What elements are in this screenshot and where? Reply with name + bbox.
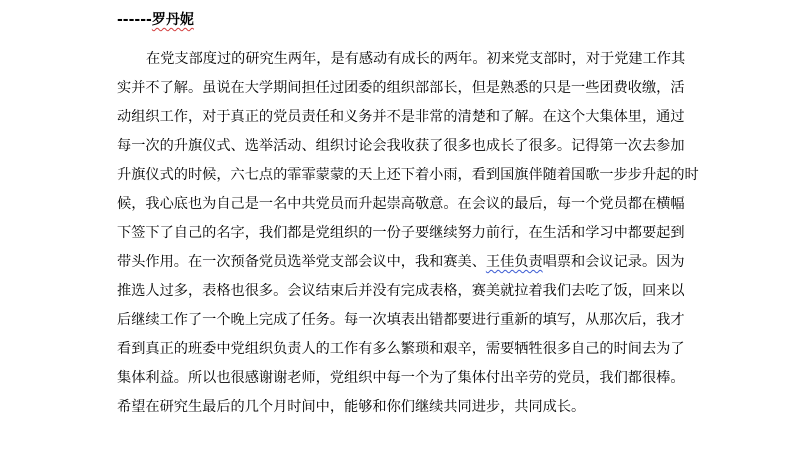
underlined-name: 王佳负责 — [485, 254, 543, 270]
paragraph-line-4: 每一次的升旗仪式、选举活动、组织讨论会我收获了很多也成长了很多。记得第一次去参加 — [117, 138, 685, 154]
paragraph-line-10: 后继续工作了一个晚上完成了任务。每一次填表出错都要进行重新的填写，从那次后，我才 — [117, 312, 685, 328]
paragraph-line-5: 升旗仪式的时候，六七点的霏霏蒙蒙的天上还下着小雨，看到国旗伴随着国歌一步步升起的时 — [117, 167, 699, 183]
paragraph-line-13: 希望在研究生最后的几个月时间中，能够和你们继续共同进步，共同成长。 — [117, 399, 586, 415]
paragraph-line-8-end: 唱票和会议记录。因为 — [542, 254, 685, 270]
byline-dashes: ------ — [117, 12, 152, 28]
paragraph-line-3: 动组织工作，对于真正的党员责任和义务并不是非常的清楚和了解。在这个大集体里，通过 — [117, 109, 685, 125]
paragraph-line-11: 看到真正的班委中党组织负责人的工作有多么繁琐和艰辛，需要牺牲很多自己的时间去为了 — [117, 341, 685, 357]
body-paragraph — [117, 45, 699, 422]
author-name: 罗丹妮 — [151, 12, 194, 28]
paragraph-line-6: 候，我心底也为自己是一名中共党员而升起崇高敬意。在会议的最后，每一个党员都在横幅 — [117, 196, 685, 212]
paragraph-line-2: 实并不了解。虽说在大学期间担任过团委的组织部部长，但是熟悉的只是一些团费收缴，活 — [117, 80, 685, 96]
author-byline — [117, 10, 194, 30]
paragraph-line-8 — [117, 248, 685, 277]
paragraph-line-8-start: 带头作用。在一次预备党员选举党支部会议中，我和赛美、 — [117, 254, 486, 270]
paragraph-line-1: 在党支部度过的研究生两年，是有感动有成长的两年。初来党支部时，对于党建工作其 — [146, 51, 686, 67]
paragraph-line-12: 集体利益。所以也很感谢谢老师，党组织中每一个为了集体付出辛劳的党员，我们都很棒。 — [117, 370, 685, 386]
paragraph-line-7: 下签下了自己的名字，我们都是党组织的一份子要继续努力前行，在生活和学习中都要起到 — [117, 225, 685, 241]
paragraph-line-9: 推选人过多，表格也很多。会议结束后并没有完成表格，赛美就拉着我们去吃了饭，回来以 — [117, 283, 685, 299]
